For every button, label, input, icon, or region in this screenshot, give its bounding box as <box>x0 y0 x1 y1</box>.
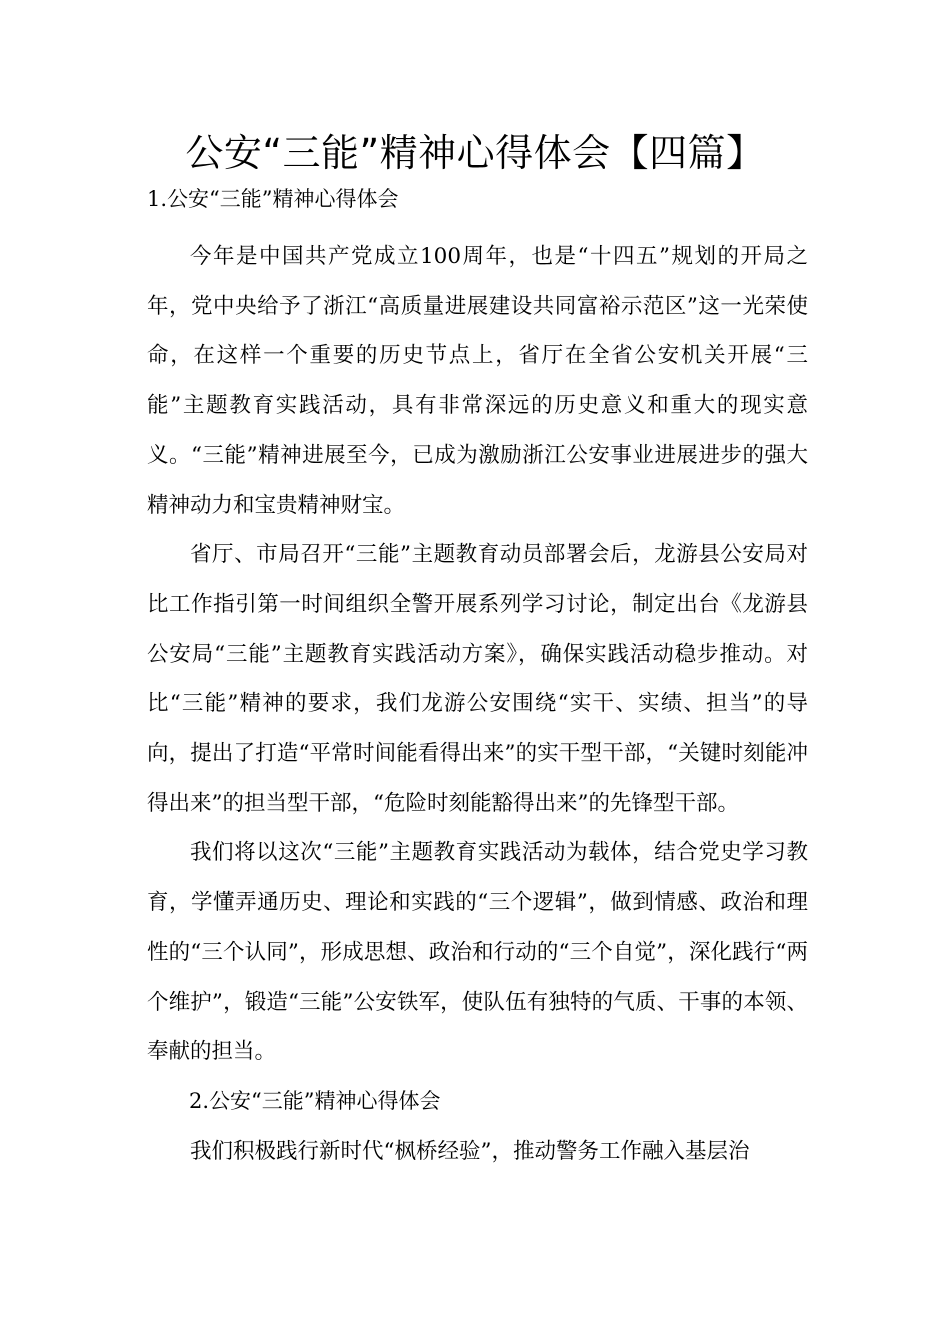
document-body <box>147 232 808 1176</box>
paragraph-4: 我们积极践行新时代“枫桥经验”，推动警务工作融入基层治 <box>190 1138 750 1164</box>
document-title: 公安“三能”精神心得体会【四篇】 <box>185 131 765 175</box>
section-heading-2: 2.公安“三能”精神心得体会 <box>189 1088 441 1113</box>
paragraph-1: 今年是中国共产党成立100周年，也是“十四五”规划的开局之年，党中央给予了浙江“高质量进展建设共同富裕示范区”这一光荣使命，在这样一个重要的历史节点上，省厅在全省公安机关开展“三能”主题教育实践活动，具有非常深远的历史意义和重大的现实意义。“三能”精神进展至今，已成为激励浙江公安事业进展进步的强大精神动力和宝贵精神财宝。 <box>147 244 808 518</box>
paragraph-3: 我们将以这次“三能”主题教育实践活动为载体，结合党史学习教育，学懂弄通历史、理论和实践的“三个逻辑”，做到情感、政治和理性的“三个认同”，形成思想、政治和行动的“三个自觉”，深化践行“两个维护”，锻造“三能”公安铁军，使队伍有独特的气质、干事的本领、奉献的担当。 <box>147 840 808 1065</box>
section-heading-1: 1.公安“三能”精神心得体会 <box>147 187 399 211</box>
paragraph-2: 省厅、市局召开“三能”主题教育动员部署会后，龙游县公安局对比工作指引第一时间组织全警开展系列学习讨论，制定出台《龙游县公安局“三能”主题教育实践活动方案》，确保实践活动稳步推动。对比“三能”精神的要求，我们龙游公安围绕“实干、实绩、担当”的导向，提出了打造“平常时间能看得出来”的实干型干部，“关键时刻能冲得出来”的担当型干部，“危险时刻能豁得出来”的先锋型干部。 <box>147 542 808 816</box>
